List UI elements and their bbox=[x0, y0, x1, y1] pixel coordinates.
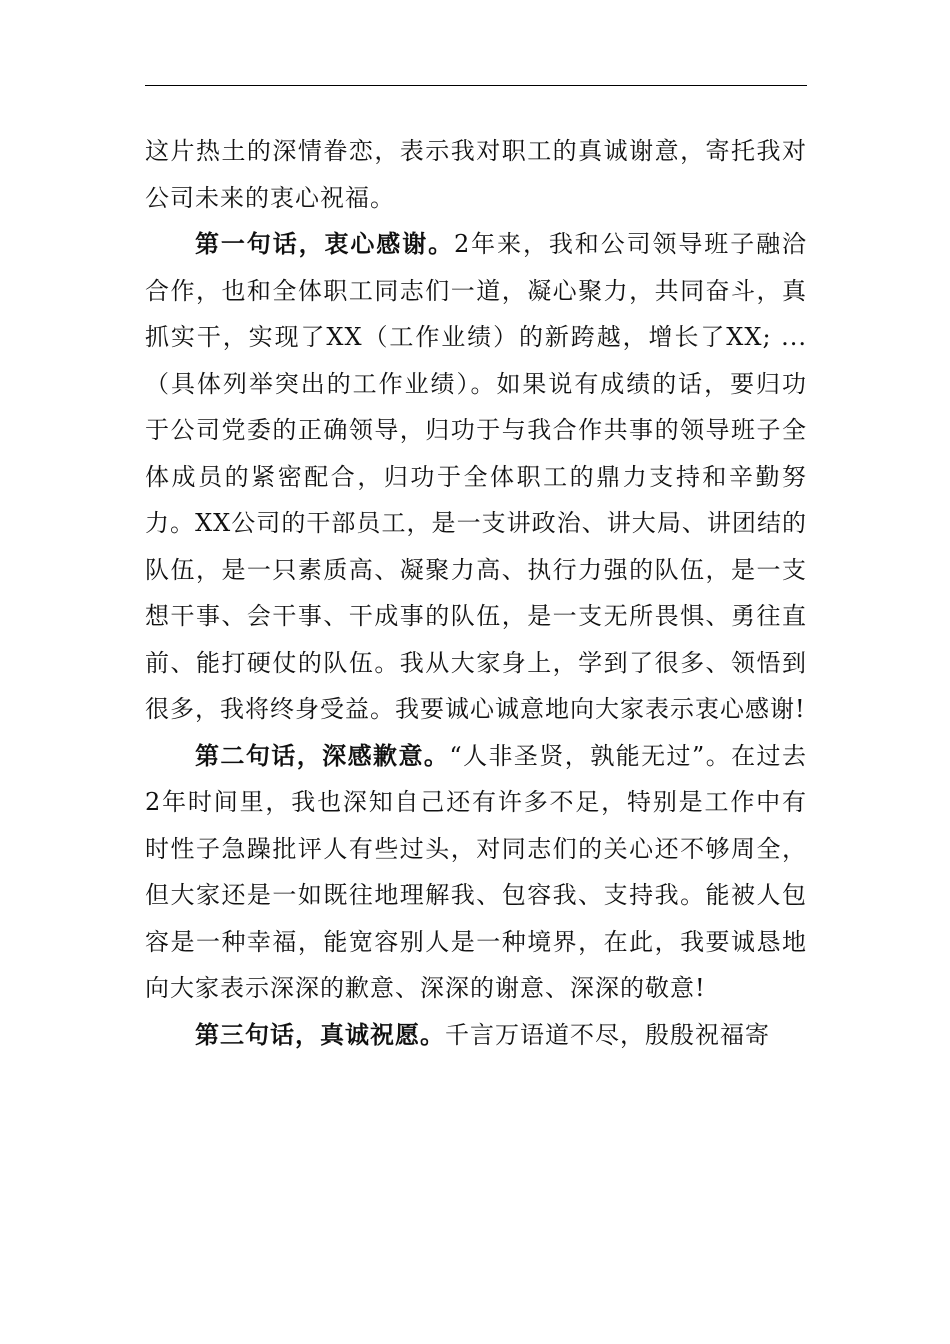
paragraph-wishes bbox=[145, 1012, 807, 1059]
paragraph-text: “人非圣贤，孰能无过”。在过去2年时间里，我也深知自己还有许多不足，特别是工作中有时性子急躁批评人有些过头，对同志们的关心还不够周全，但大家还是一如既往地理解我、包容我、支持我。能被人包容是一种幸福，能宽容别人是一种境界，在此，我要诚恳地向大家表示深深的歉意、深深的谢意、深深的敬意! bbox=[145, 741, 807, 1002]
paragraph-continuation bbox=[145, 128, 807, 221]
paragraph-gratitude bbox=[145, 221, 807, 733]
paragraph-apology bbox=[145, 733, 807, 1012]
paragraph-text: 这片热土的深情眷恋，表示我对职工的真诚谢意，寄托我对公司未来的衷心祝福。 bbox=[145, 137, 807, 212]
paragraph-text: 2年来，我和公司领导班子融洽合作，也和全体职工同志们一道，凝心聚力，共同奋斗，真抓实干，实现了XX（工作业绩）的新跨越，增长了XX; ...（具体列举突出的工作业绩）。如果说有成绩的话，要归功于公司党委的正确领导，归功于与我合作共事的领导班子全体成员的紧密配合，归功于全体职工的鼎力支持和辛勤努力。XX公司的干部员工，是一支讲政治、讲大局、讲团结的队伍，是一只素质高、凝聚力高、执行力强的队伍，是一支想干事、会干事、干成事的队伍，是一支无所畏惧、勇往直前、能打硬仗的队伍。我从大家身上，学到了很多、领悟到很多，我将终身受益。我要诚心诚意地向大家表示衷心感谢! bbox=[145, 230, 807, 723]
header-rule bbox=[145, 85, 807, 86]
document-body bbox=[145, 128, 807, 1058]
paragraph-lead: 第二句话，深感歉意。 bbox=[195, 741, 450, 770]
paragraph-lead: 第三句话，真诚祝愿。 bbox=[195, 1020, 445, 1049]
paragraph-text: 千言万语道不尽，殷殷祝福寄 bbox=[445, 1020, 770, 1049]
paragraph-lead: 第一句话，衷心感谢。 bbox=[195, 230, 455, 258]
